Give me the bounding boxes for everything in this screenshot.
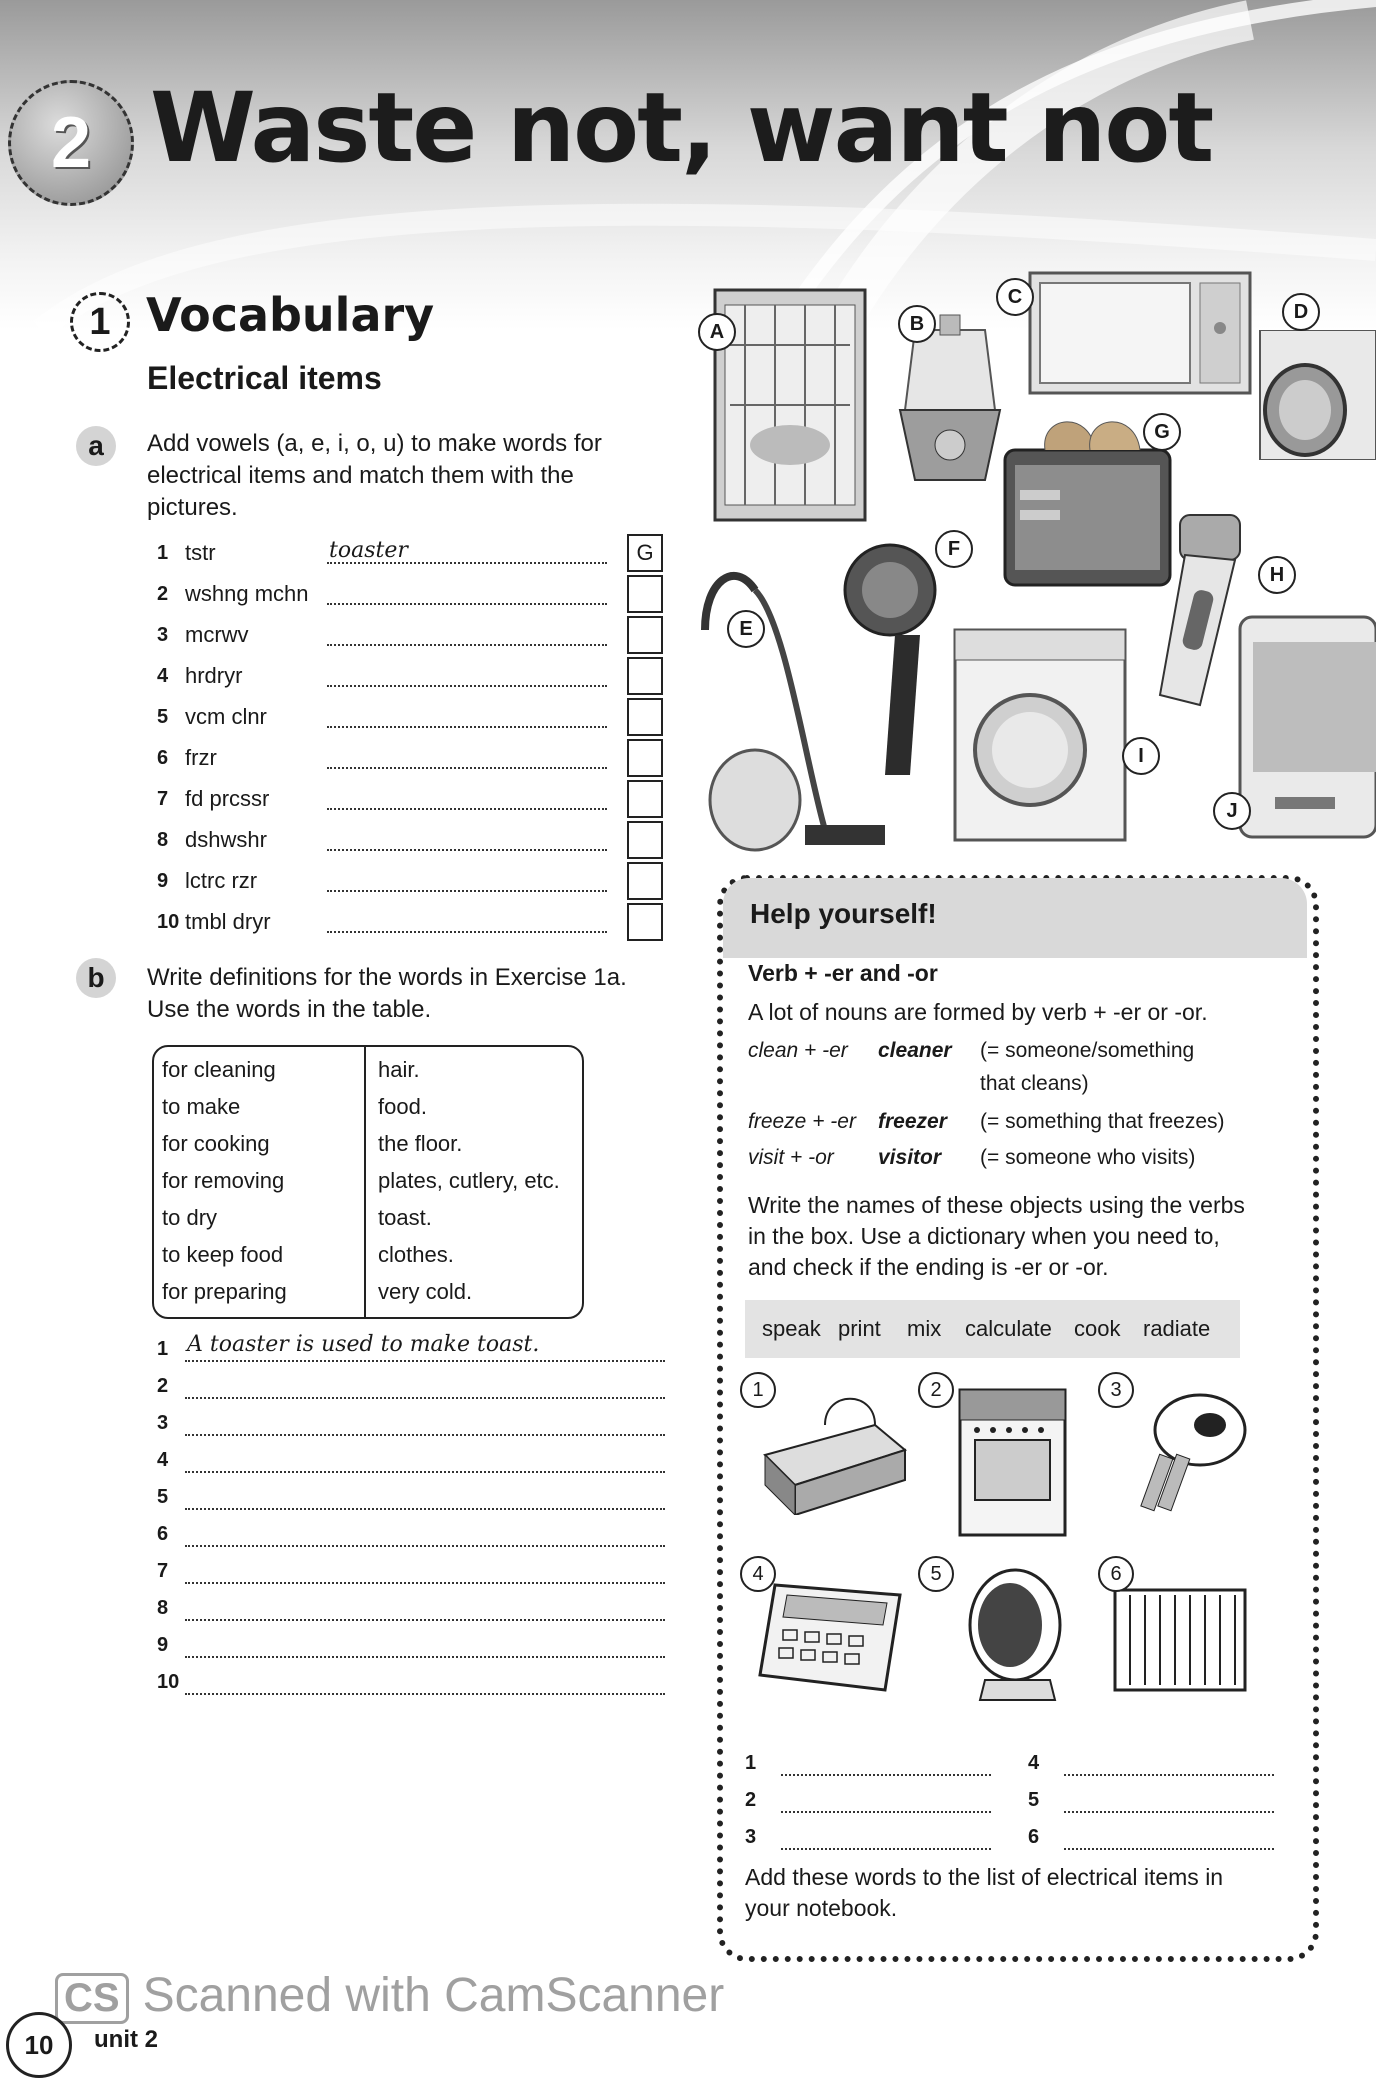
answer-line[interactable]	[185, 1434, 665, 1436]
scrambled-word: mcrwv	[185, 622, 249, 647]
example-formula: clean + -er	[748, 1039, 848, 1062]
answer-line[interactable]	[327, 767, 607, 769]
freezer-picture	[1235, 612, 1376, 842]
table-cell-purpose: for preparing	[162, 1279, 287, 1304]
definition-row	[147, 1480, 667, 1516]
verb-cook: cook	[1074, 1316, 1121, 1341]
scrambled-word: fd prcssr	[185, 786, 270, 811]
section-title: Vocabulary	[146, 288, 435, 342]
picture-label-c: C	[996, 278, 1034, 316]
mixer-picture	[1115, 1385, 1250, 1525]
answer-line[interactable]	[327, 849, 607, 851]
answer-line[interactable]	[327, 808, 607, 810]
verb-mix: mix	[907, 1316, 942, 1341]
answer-line[interactable]	[327, 644, 607, 646]
answer-line[interactable]	[327, 890, 607, 892]
answer-number: 4	[1028, 1752, 1040, 1774]
word-list-row	[147, 739, 667, 779]
table-cell-object: hair.	[378, 1057, 420, 1082]
handwritten-answer: A toaster is used to make toast.	[187, 1332, 540, 1357]
scrambled-word: tmbl dryr	[185, 909, 271, 934]
item-number: 5	[157, 1486, 169, 1508]
item-number: 3	[157, 1412, 169, 1434]
picture-label-b: B	[898, 305, 936, 343]
answer-line[interactable]	[185, 1471, 665, 1473]
answer-number: 1	[745, 1752, 757, 1774]
letter-box[interactable]	[627, 657, 663, 695]
table-cell-purpose: for cleaning	[162, 1057, 276, 1082]
word-list-row	[147, 903, 667, 943]
item-number: 4	[157, 665, 169, 687]
scrambled-word: frzr	[185, 745, 217, 770]
help-title: Help yourself!	[750, 898, 937, 929]
picture-label-j: J	[1213, 792, 1251, 830]
microwave-picture	[1025, 268, 1255, 398]
table-cell-object: plates, cutlery, etc.	[378, 1168, 560, 1193]
object-number-label: 5	[918, 1556, 954, 1592]
answer-line[interactable]	[185, 1508, 665, 1510]
answer-line[interactable]	[781, 1848, 991, 1850]
item-number: 9	[157, 870, 169, 892]
printer-picture	[755, 1385, 915, 1515]
table-cell-purpose: to make	[162, 1094, 241, 1119]
answer-line[interactable]	[327, 726, 607, 728]
object-number-label: 1	[740, 1372, 776, 1408]
heater-picture	[960, 1565, 1070, 1705]
object-number-label: 2	[918, 1372, 954, 1408]
answer-line[interactable]	[327, 685, 607, 687]
word-list-row	[147, 821, 667, 861]
word-list-row	[147, 862, 667, 902]
table-cell-object: very cold.	[378, 1279, 473, 1304]
answer-line[interactable]	[185, 1656, 665, 1658]
definition-row	[147, 1406, 667, 1442]
definition-row	[147, 1369, 667, 1405]
letter-box[interactable]	[627, 575, 663, 613]
example-word: visitor	[878, 1146, 942, 1169]
letter-box[interactable]: G	[627, 534, 663, 572]
letter-box[interactable]	[627, 616, 663, 654]
definition-row	[147, 1591, 667, 1627]
object-number-label: 4	[740, 1556, 776, 1592]
table-cell-purpose: to dry	[162, 1205, 218, 1230]
definition-row	[147, 1443, 667, 1479]
electric-razor-picture	[1140, 510, 1250, 710]
answer-line[interactable]	[185, 1582, 665, 1584]
table-cell-purpose: to keep food	[162, 1242, 284, 1267]
example-word: freezer	[878, 1110, 947, 1133]
answer-line[interactable]	[185, 1360, 665, 1362]
table-cell-purpose: for cooking	[162, 1131, 270, 1156]
example-word: cleaner	[878, 1039, 952, 1062]
handwritten-answer: toaster	[329, 538, 408, 563]
verb-radiate: radiate	[1143, 1316, 1211, 1341]
answer-line[interactable]	[1064, 1774, 1274, 1776]
answer-line[interactable]	[185, 1397, 665, 1399]
item-number: 10	[157, 911, 180, 933]
item-number: 1	[157, 542, 169, 564]
item-number: 9	[157, 1634, 169, 1656]
radiator-picture	[1110, 1580, 1255, 1700]
unit-number-badge: 2	[8, 80, 134, 206]
camscanner-logo-icon: CS	[55, 1973, 129, 2024]
item-number: 1	[157, 1338, 169, 1360]
item-number: 8	[157, 829, 169, 851]
letter-box[interactable]	[627, 698, 663, 736]
scrambled-word: lctrc rzr	[185, 868, 258, 893]
word-list-row	[147, 616, 667, 656]
example-meaning: (= something that freezes)	[980, 1110, 1225, 1133]
picture-label-g: G	[1143, 413, 1181, 451]
example-meaning: (= someone/something	[980, 1039, 1195, 1062]
exercise-b-instruction: Write definitions for the words in Exercise 1a. Use the words in the table.	[147, 964, 627, 1023]
scrambled-word: wshng mchn	[185, 581, 309, 606]
word-list-row	[147, 780, 667, 820]
cooker-picture	[955, 1385, 1070, 1540]
scrambled-word: tstr	[185, 540, 216, 565]
example-formula: visit + -or	[748, 1146, 834, 1169]
object-number-label: 6	[1098, 1556, 1134, 1592]
scrambled-word: vcm clnr	[185, 704, 267, 729]
item-number: 6	[157, 747, 169, 769]
word-list-row	[147, 657, 667, 697]
item-number: 7	[157, 788, 169, 810]
answer-line[interactable]	[1064, 1811, 1274, 1813]
answer-line[interactable]	[185, 1545, 665, 1547]
item-number: 10	[157, 1671, 180, 1693]
table-cell-purpose: for removing	[162, 1168, 285, 1193]
task-instruction: Write the names of these objects using the verbs in the box. Use a dictionary when you need to, and check if the ending is -er or -or.	[748, 1192, 1245, 1280]
item-number: 8	[157, 1597, 169, 1619]
example-meaning-cont: that cleans)	[980, 1072, 1089, 1095]
definition-row	[147, 1517, 667, 1553]
answer-line[interactable]	[1064, 1848, 1274, 1850]
item-number: 2	[157, 583, 169, 605]
definition-row	[147, 1628, 667, 1664]
section-number: 1	[70, 292, 130, 352]
answer-line[interactable]	[185, 1619, 665, 1621]
verb-calculate: calculate	[965, 1316, 1052, 1341]
word-list-row	[147, 534, 667, 574]
item-number: 6	[157, 1523, 169, 1545]
example-meaning: (= someone who visits)	[980, 1146, 1196, 1169]
scrambled-word: dshwshr	[185, 827, 267, 852]
picture-label-h: H	[1258, 556, 1296, 594]
item-number: 3	[157, 624, 169, 646]
letter-box[interactable]	[627, 862, 663, 900]
answer-line[interactable]	[781, 1811, 991, 1813]
camscanner-watermark: CS Scanned with CamScanner	[55, 1968, 724, 2024]
verb-print: print	[838, 1316, 881, 1341]
item-number: 7	[157, 1560, 169, 1582]
word-list-row	[147, 698, 667, 738]
picture-label-e: E	[727, 610, 765, 648]
exercise-b-badge: b	[76, 958, 116, 998]
page-title: Waste not, want not	[150, 72, 1213, 184]
item-number: 5	[157, 706, 169, 728]
tumble-dryer-picture	[1255, 330, 1376, 460]
picture-label-d: D	[1282, 293, 1320, 331]
table-divider	[364, 1047, 366, 1317]
help-footer-note: Add these words to the list of electrical items in your notebook.	[745, 1864, 1224, 1921]
letter-box[interactable]	[627, 903, 663, 941]
table-cell-object: food.	[378, 1094, 427, 1119]
calculator-picture	[755, 1575, 905, 1695]
letter-box[interactable]	[627, 739, 663, 777]
letter-box[interactable]	[627, 821, 663, 859]
example-formula: freeze + -er	[748, 1110, 856, 1133]
object-number-label: 3	[1098, 1372, 1134, 1408]
answer-line[interactable]	[185, 1693, 665, 1695]
rule-text: A lot of nouns are formed by verb + -er or -or.	[748, 999, 1208, 1025]
item-number: 2	[157, 1375, 169, 1397]
exercise-a-instruction: Add vowels (a, e, i, o, u) to make words for electrical items and match them with the pictures.	[147, 430, 602, 521]
picture-label-a: A	[698, 313, 736, 351]
answer-number: 6	[1028, 1826, 1040, 1848]
item-number: 4	[157, 1449, 169, 1471]
verb-speak: speak	[762, 1316, 821, 1341]
scrambled-word: hrdryr	[185, 663, 243, 688]
word-list-row	[147, 575, 667, 615]
rule-title: Verb + -er and -or	[748, 960, 938, 986]
washing-machine-picture	[950, 625, 1130, 845]
exercise-a-badge: a	[76, 426, 116, 466]
definition-row	[147, 1554, 667, 1590]
table-cell-object: toast.	[378, 1205, 432, 1230]
letter-box[interactable]	[627, 780, 663, 818]
answer-number: 5	[1028, 1789, 1040, 1811]
answer-line[interactable]	[781, 1774, 991, 1776]
definition-row	[147, 1665, 667, 1701]
table-cell-object: clothes.	[378, 1242, 454, 1267]
page-number: 10	[6, 2012, 72, 2078]
answer-line[interactable]	[327, 931, 607, 933]
answer-line[interactable]	[327, 603, 607, 605]
picture-label-i: I	[1122, 737, 1160, 775]
definition-row	[147, 1332, 667, 1368]
answer-number: 2	[745, 1789, 757, 1811]
unit-footer-label: unit 2	[94, 2026, 158, 2053]
picture-label-f: F	[935, 530, 973, 568]
answer-number: 3	[745, 1826, 757, 1848]
definition-table	[152, 1045, 584, 1319]
section-subtitle: Electrical items	[147, 360, 382, 396]
table-cell-object: the floor.	[378, 1131, 463, 1156]
